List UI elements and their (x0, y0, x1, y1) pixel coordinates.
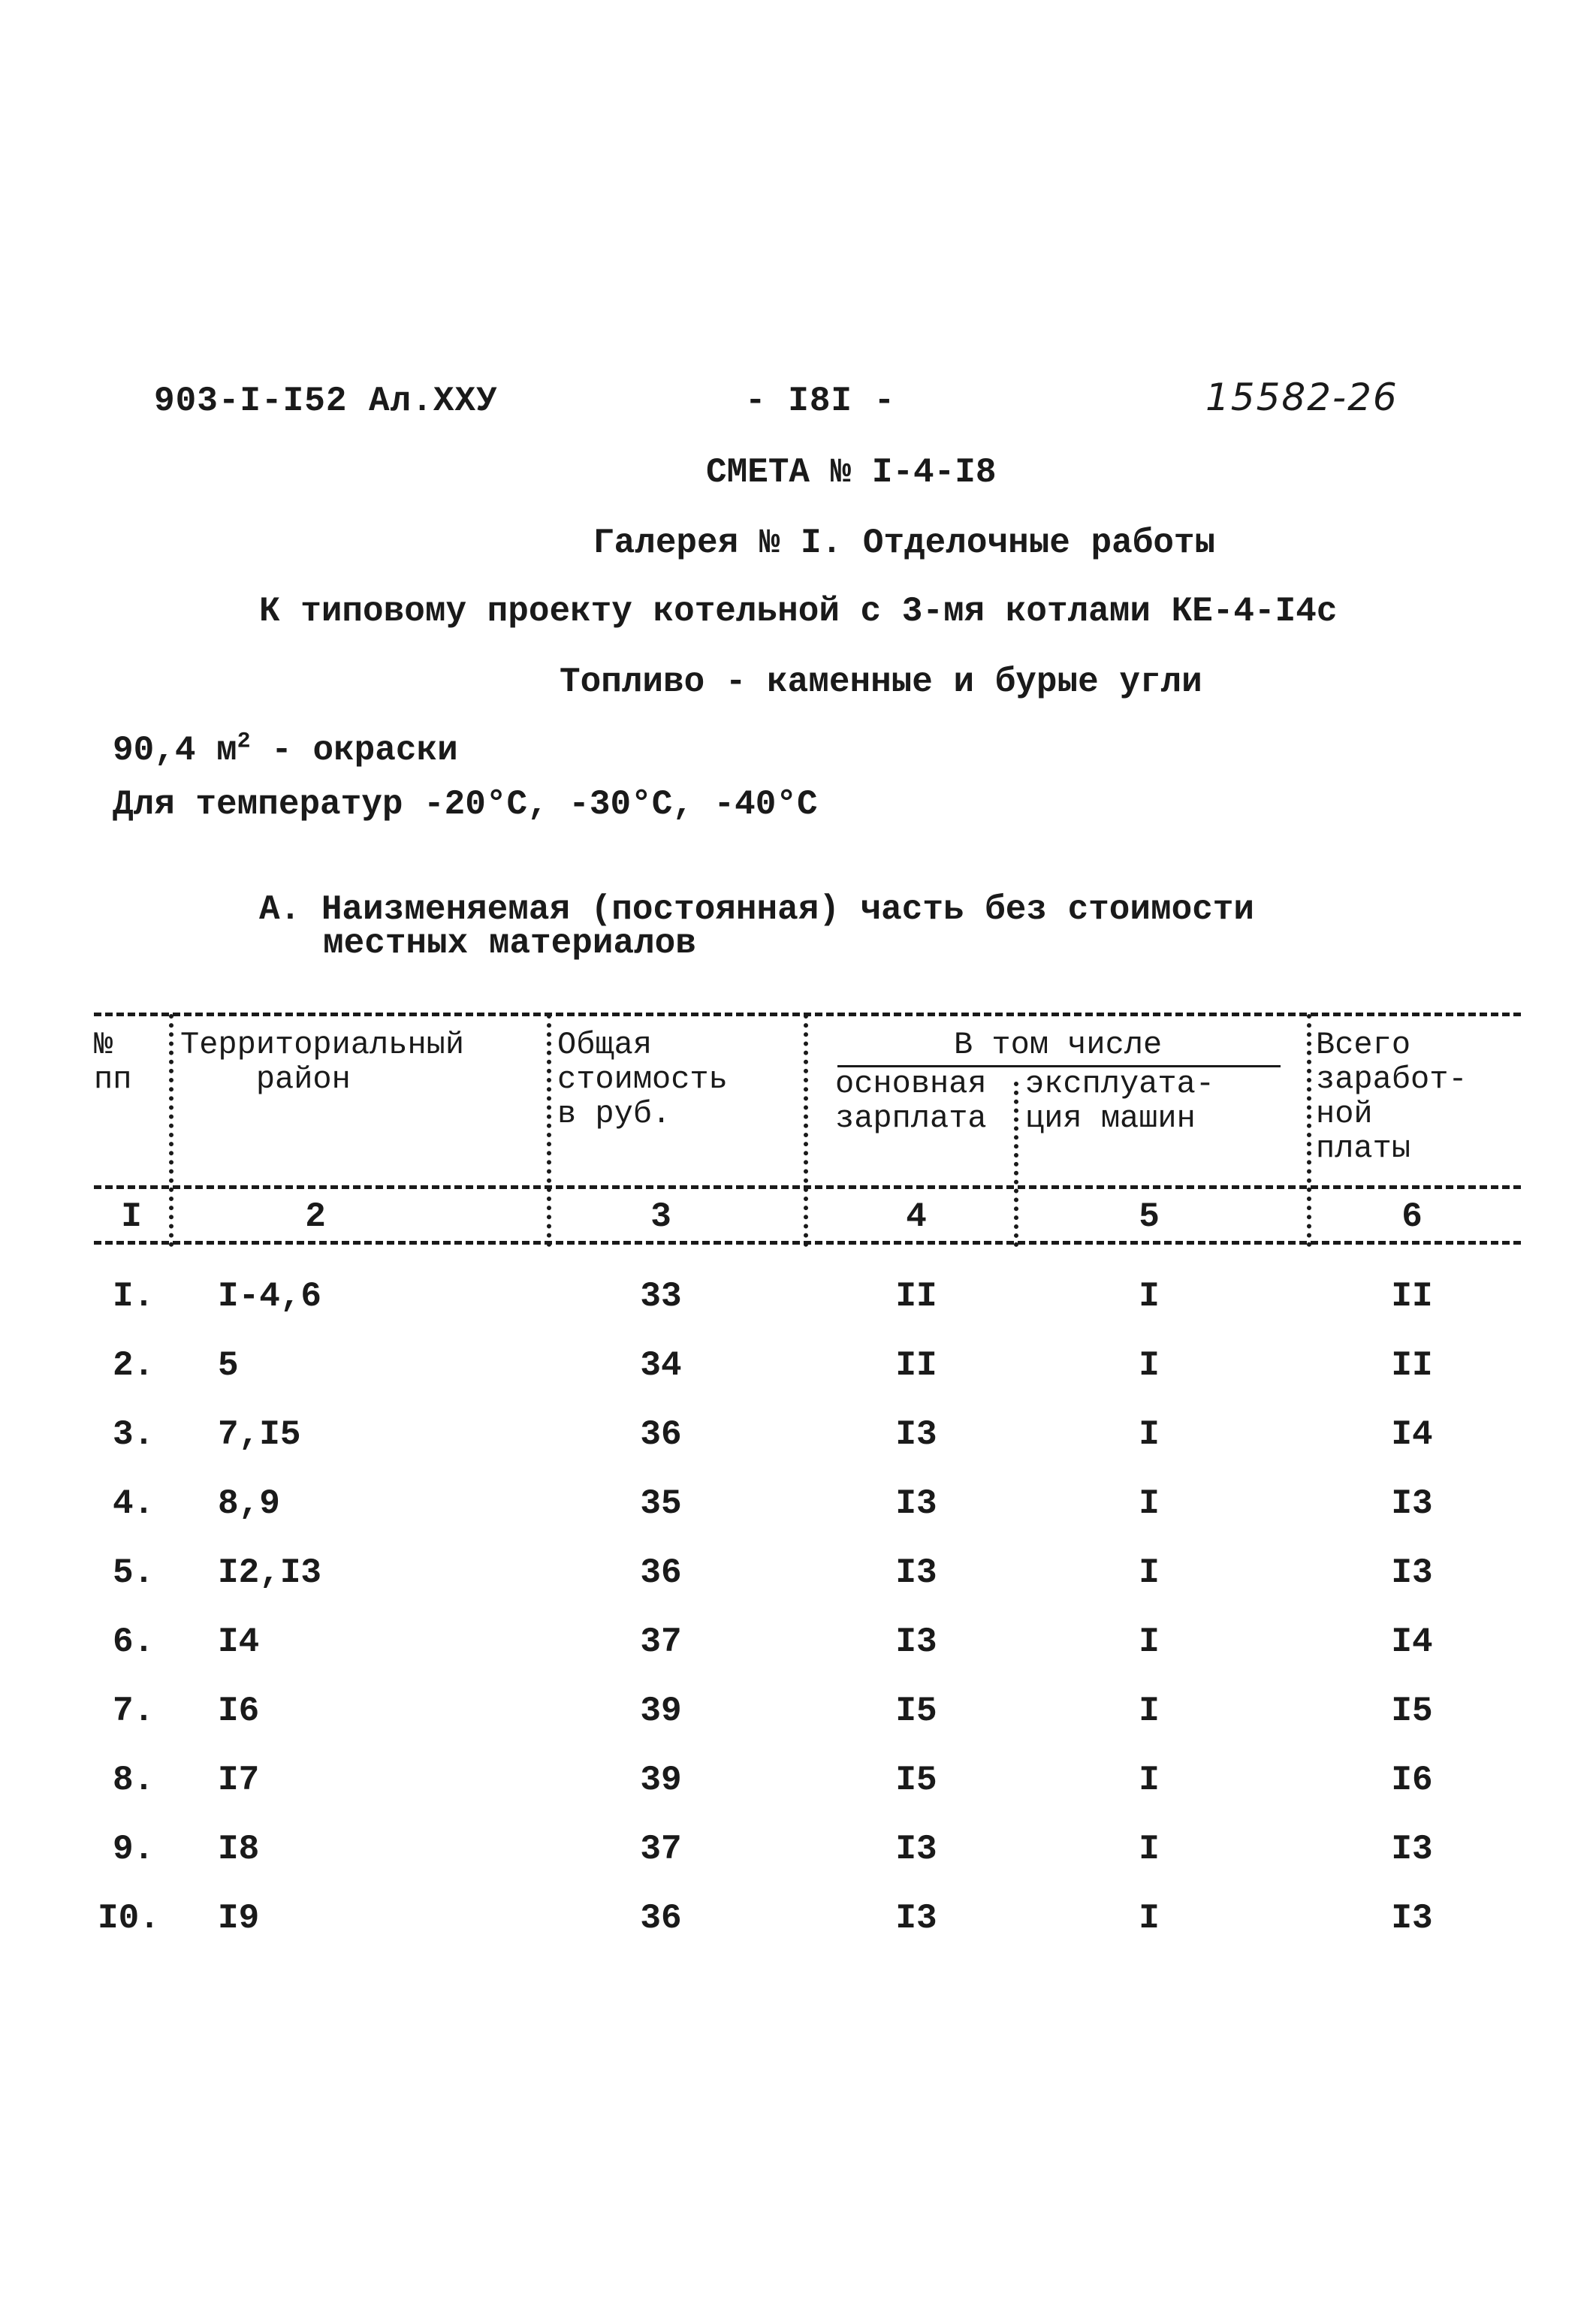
area-exponent: 2 (237, 729, 251, 755)
row-wages: I3 (1391, 1899, 1433, 1938)
row-district: I9 (218, 1899, 260, 1938)
row-district: I7 (218, 1761, 260, 1800)
row-wages: I3 (1391, 1553, 1433, 1592)
header-number: № пп (94, 1027, 132, 1097)
project-title: К типовому проекту котельной с 3-мя котлами КЕ-4-I4с (259, 592, 1338, 631)
row-number: 5. (113, 1553, 155, 1592)
column-number: 6 (1401, 1197, 1423, 1236)
row-total: 33 (640, 1277, 682, 1316)
col-separator (1014, 1082, 1018, 1247)
row-number: 9. (113, 1830, 155, 1869)
row-salary: I3 (895, 1830, 937, 1869)
row-machines: I (1139, 1899, 1160, 1938)
row-district: I8 (218, 1830, 260, 1869)
document-code: 903-I-I52 Ал.XXУ (154, 382, 498, 421)
header-total-cost: Общая стоимость в руб. (557, 1027, 728, 1132)
row-wages: I6 (1391, 1761, 1433, 1800)
row-total: 34 (640, 1346, 682, 1385)
row-total: 36 (640, 1415, 682, 1454)
row-total: 36 (640, 1553, 682, 1592)
area-suffix: - окраски (250, 731, 458, 770)
section-heading: А. Наизменяемая (постоянная) часть без стоимости (259, 890, 1255, 929)
row-machines: I (1139, 1692, 1160, 1731)
row-salary: II (895, 1346, 937, 1385)
section-heading-cont: местных материалов (323, 924, 696, 963)
row-number: 7. (113, 1692, 155, 1731)
row-number: 3. (113, 1415, 155, 1454)
row-total: 36 (640, 1899, 682, 1938)
row-district: I-4,6 (218, 1277, 322, 1316)
column-number: 5 (1139, 1197, 1160, 1236)
row-machines: I (1139, 1622, 1160, 1662)
row-number: I0. (98, 1899, 160, 1938)
fuel-title: Топливо - каменные и бурые угли (560, 663, 1202, 702)
temperatures-line: Для температур -20°С, -30°С, -40°С (113, 785, 818, 824)
row-total: 37 (640, 1830, 682, 1869)
row-salary: I3 (895, 1484, 937, 1523)
row-district: 5 (218, 1346, 239, 1385)
row-district: I4 (218, 1622, 260, 1662)
row-total: 39 (640, 1761, 682, 1800)
row-wages: II (1391, 1346, 1433, 1385)
column-number: 3 (650, 1197, 671, 1236)
row-total: 37 (640, 1622, 682, 1662)
row-total: 35 (640, 1484, 682, 1523)
col-separator (1307, 1014, 1311, 1247)
row-machines: I (1139, 1346, 1160, 1385)
row-wages: I4 (1391, 1622, 1433, 1662)
row-machines: I (1139, 1484, 1160, 1523)
handwritten-number: 15582-26 (1205, 376, 1398, 419)
row-machines: I (1139, 1830, 1160, 1869)
column-number: I (121, 1197, 142, 1236)
row-district: 8,9 (218, 1484, 280, 1523)
row-salary: I5 (895, 1692, 937, 1731)
estimate-title: СМЕТА № I-4-I8 (706, 453, 997, 492)
row-salary: I5 (895, 1761, 937, 1800)
row-district: I6 (218, 1692, 260, 1731)
row-district: 7,I5 (218, 1415, 301, 1454)
header-machine-operation: эксплуата- ция машин (1025, 1066, 1215, 1136)
row-machines: I (1139, 1415, 1160, 1454)
row-wages: I3 (1391, 1484, 1433, 1523)
page-number: - I8I - (745, 382, 896, 421)
header-base-salary: основная зарплата (835, 1066, 987, 1136)
row-salary: II (895, 1277, 937, 1316)
area-value: 90,4 м (113, 731, 237, 770)
row-wages: I4 (1391, 1415, 1433, 1454)
row-number: 4. (113, 1484, 155, 1523)
row-salary: I3 (895, 1415, 937, 1454)
column-number: 2 (305, 1197, 326, 1236)
column-number: 4 (906, 1197, 927, 1236)
row-wages: II (1391, 1277, 1433, 1316)
col-separator (547, 1014, 551, 1247)
row-salary: I3 (895, 1899, 937, 1938)
row-machines: I (1139, 1277, 1160, 1316)
header-total-wages: Всего заработ- ной платы (1316, 1027, 1468, 1167)
row-number: 6. (113, 1622, 155, 1662)
row-number: I. (113, 1277, 155, 1316)
col-separator (804, 1014, 808, 1247)
gallery-title: Галерея № I. Отделочные работы (593, 524, 1216, 563)
row-total: 39 (640, 1692, 682, 1731)
header-group: В том числе (954, 1027, 1163, 1063)
header-district: Территориальный район (180, 1027, 465, 1097)
row-wages: I3 (1391, 1830, 1433, 1869)
row-machines: I (1139, 1761, 1160, 1800)
row-number: 2. (113, 1346, 155, 1385)
area-line (113, 731, 458, 770)
row-machines: I (1139, 1553, 1160, 1592)
col-separator (169, 1014, 173, 1247)
row-wages: I5 (1391, 1692, 1433, 1731)
row-district: I2,I3 (218, 1553, 322, 1592)
row-number: 8. (113, 1761, 155, 1800)
row-salary: I3 (895, 1553, 937, 1592)
row-salary: I3 (895, 1622, 937, 1662)
